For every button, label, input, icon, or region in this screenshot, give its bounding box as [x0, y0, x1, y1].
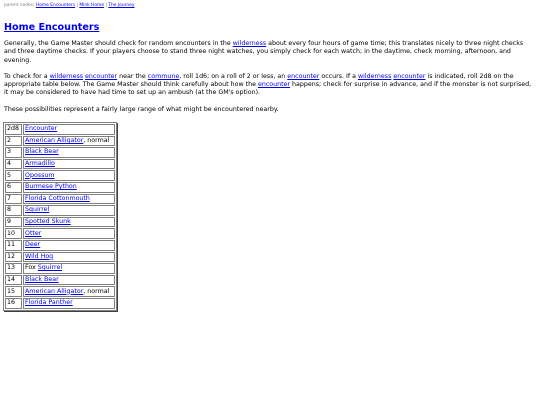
encounter-cell — [23, 298, 115, 309]
roll-cell: 4 — [5, 159, 22, 170]
encounter-link[interactable]: Armadillo — [25, 160, 55, 167]
link-encounter[interactable]: encounter — [85, 72, 118, 80]
breadcrumb-link-the-journey[interactable]: The Journey — [108, 3, 135, 8]
encounter-link[interactable]: American Alligator — [25, 287, 84, 295]
roll-cell: 6 — [5, 182, 22, 193]
text-run: happens; check for surprise in advance, and if the monster is not surprised, it may be considered to have had time to set up an ambush (at the GM's option). — [4, 81, 532, 97]
encounter-link[interactable]: Deer — [25, 241, 41, 249]
check-paragraph — [4, 73, 536, 98]
intro-paragraph — [4, 40, 536, 65]
table-row — [5, 182, 115, 193]
encounter-link[interactable]: Spotted Skunk — [25, 217, 71, 225]
roll-cell: 8 — [5, 205, 22, 216]
encounter-link[interactable]: Florida Cottonmouth — [25, 194, 90, 202]
table-row — [5, 147, 115, 158]
encounter-cell — [23, 252, 115, 263]
link-wilderness[interactable]: wilderness — [49, 72, 84, 80]
encounter-cell — [23, 263, 115, 274]
table-row — [5, 298, 115, 309]
roll-cell: 7 — [5, 194, 22, 205]
text-run: near the — [117, 72, 148, 80]
encounter-cell — [23, 159, 115, 170]
link-encounter[interactable]: encounter — [393, 72, 426, 80]
table-row — [5, 286, 115, 297]
encounter-cell — [23, 217, 115, 228]
encounter-link[interactable]: American Alligator — [25, 136, 84, 144]
text-run: occurs. If a — [319, 72, 358, 80]
encounter-link[interactable]: Wild Hog — [25, 252, 54, 260]
table-row — [5, 194, 115, 205]
roll-cell: 9 — [5, 217, 22, 228]
roll-cell: 12 — [5, 252, 22, 263]
encounter-prefix: Fox — [25, 264, 38, 272]
text-run: , roll 1d6; on a roll of 2 or less, an — [179, 72, 288, 80]
encounter-link[interactable]: Black Bear — [25, 148, 59, 156]
table-row — [5, 275, 115, 286]
table-row — [5, 217, 115, 228]
table-header-row — [5, 124, 115, 135]
page-content — [4, 0, 536, 311]
encounter-suffix: , normal — [83, 287, 110, 295]
encounter-link[interactable]: Opossum — [25, 171, 55, 179]
encounter-cell — [23, 182, 115, 193]
encounter-cell — [23, 147, 115, 158]
roll-cell: 2 — [5, 136, 22, 147]
link-encounter[interactable]: encounter — [257, 81, 291, 89]
encounter-table — [3, 122, 117, 311]
roll-cell: 10 — [5, 228, 22, 239]
text-run: Generally, the Game Master should check for random encounters in the — [4, 40, 233, 47]
text-run: is indicated, roll 2d8 on the appropriate table below. The Game Master should think carefully about how the — [4, 72, 514, 89]
table-row — [5, 136, 115, 147]
encounter-link[interactable]: Burmese Python — [25, 183, 77, 191]
page-title — [4, 22, 536, 34]
table-row — [5, 205, 115, 216]
encounter-cell — [23, 275, 115, 286]
roll-cell: 3 — [5, 147, 22, 158]
table-row — [5, 252, 115, 263]
encounter-cell — [23, 194, 115, 205]
encounter-link[interactable]: Squirrel — [25, 206, 50, 214]
encounter-cell — [23, 286, 115, 297]
range-paragraph: These possibilities represent a fairly large range of what might be encountered nearby. — [4, 105, 279, 113]
table-row — [5, 263, 115, 274]
link-encounter[interactable]: Encounter — [25, 125, 58, 133]
table-row — [5, 159, 115, 170]
link-wilderness[interactable]: wilderness — [232, 40, 267, 47]
table-row — [5, 240, 115, 251]
encounter-cell — [23, 228, 115, 239]
parent-nodes-label: parent nodes: — [4, 3, 35, 8]
encounter-cell — [23, 240, 115, 251]
breadcrumb-separator: | — [105, 3, 107, 8]
roll-cell: 16 — [5, 298, 22, 309]
encounter-link[interactable]: Squirrel — [37, 264, 63, 272]
breadcrumb-link-mink-home[interactable]: Mink Home — [79, 3, 105, 8]
link-wilderness[interactable]: wilderness — [357, 72, 392, 80]
encounter-suffix: , normal — [83, 136, 110, 144]
roll-cell: 15 — [5, 286, 22, 297]
link-commune[interactable]: commune — [147, 72, 180, 80]
roll-cell: 14 — [5, 275, 22, 286]
text-run: about every four hours of game time; this translates nicely to three night checks and three daytime checks. If your players choose to stand three night watches, you simply check for each watch; in the daytime, check morning, afternoon, and evening. — [4, 40, 524, 64]
parent-nodes-breadcrumb — [4, 3, 536, 9]
text-run: To check for a — [4, 72, 50, 80]
header-encounter — [23, 124, 115, 135]
header-roll: 2d8 — [5, 124, 22, 135]
table-row — [5, 170, 115, 181]
encounter-link[interactable]: Otter — [25, 229, 42, 237]
encounter-cell — [23, 136, 115, 147]
breadcrumb-link-home-encounters[interactable]: Home Encounters — [35, 3, 76, 8]
link-encounter[interactable]: encounter — [287, 72, 320, 80]
breadcrumb-separator: | — [76, 3, 78, 8]
roll-cell: 13 — [5, 263, 22, 274]
encounter-cell — [23, 205, 115, 216]
encounter-link[interactable]: Florida Panther — [25, 299, 73, 307]
encounter-cell — [23, 170, 115, 181]
roll-cell: 5 — [5, 170, 22, 181]
roll-cell: 11 — [5, 240, 22, 251]
table-row — [5, 228, 115, 239]
encounter-link[interactable]: Black Bear — [25, 275, 59, 283]
page-title-link[interactable]: Home Encounters — [4, 22, 100, 33]
